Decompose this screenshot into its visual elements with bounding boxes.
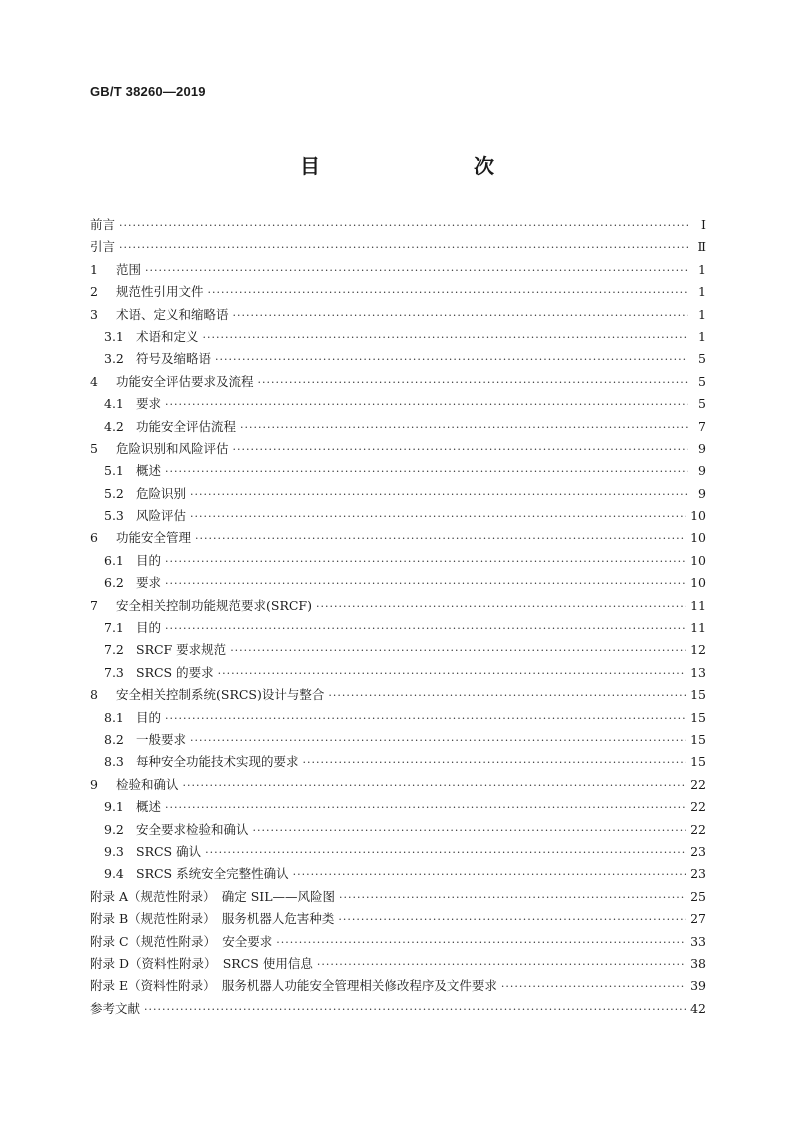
toc-dot-leader (338, 909, 686, 931)
toc-entry[interactable] (90, 931, 706, 953)
toc-entry-number: 5 (90, 440, 98, 456)
toc-entry-number: 6.1 (104, 552, 124, 568)
toc-entry-page: 10 (690, 552, 706, 568)
toc-entry-page: 11 (690, 620, 706, 636)
toc-entry-label: 风险评估 (136, 508, 187, 524)
toc-entry-label: 安全相关控制系统(SRCS)设计与整合 (116, 687, 325, 703)
toc-entry-number: 9.4 (104, 866, 124, 882)
toc-entry[interactable] (90, 729, 706, 751)
toc-entry[interactable] (90, 707, 706, 729)
toc-entry-number: 3.2 (104, 351, 124, 367)
toc-entry[interactable] (90, 348, 706, 370)
toc-entry[interactable] (90, 863, 706, 885)
toc-entry-label: 目的 (136, 620, 162, 636)
toc-entry-page: 9 (698, 440, 706, 456)
toc-entry[interactable] (90, 662, 706, 684)
toc-entry-page: 1 (698, 328, 706, 344)
page-title: 目 次 (300, 154, 532, 178)
toc-dot-leader (208, 282, 688, 304)
toc-entry-number: 9.1 (104, 799, 124, 815)
toc-entry-label: 参考文献 (90, 1000, 141, 1016)
toc-entry[interactable] (90, 326, 706, 348)
toc-entry[interactable] (90, 886, 706, 908)
toc-entry-page: 27 (690, 911, 706, 927)
toc-dot-leader (317, 954, 686, 976)
toc-entry-number: 7.2 (104, 642, 124, 658)
toc-entry-number: 5.1 (104, 463, 124, 479)
toc-dot-leader (165, 618, 686, 640)
toc-dot-leader (205, 842, 686, 864)
toc-dot-leader (190, 730, 686, 752)
toc-entry-page: 15 (690, 754, 706, 770)
toc-entry-label: 功能安全评估流程 (136, 418, 237, 434)
toc-entry-page: 9 (698, 485, 706, 501)
toc-dot-leader (165, 708, 686, 730)
toc-dot-leader (233, 305, 688, 327)
toc-entry-label: SRCS 的要求 (136, 664, 214, 680)
toc-entry-number: 3.1 (104, 328, 124, 344)
toc-entry[interactable] (90, 908, 706, 930)
toc-entry-label: SRCS 系统安全完整性确认 (136, 866, 289, 882)
toc-entry-number: 4 (90, 373, 98, 389)
toc-entry-label: 危险识别 (136, 485, 187, 501)
toc-entry-label: 要求 (136, 396, 162, 412)
toc-entry-page: 42 (690, 1000, 706, 1016)
toc-entry-number: 4.2 (104, 418, 124, 434)
toc-entry-label: 规范性引用文件 (116, 284, 204, 300)
toc-entry-label: 概述 (136, 799, 162, 815)
toc-entry-page: 38 (690, 955, 706, 971)
toc-entry[interactable] (90, 572, 706, 594)
toc-entry-page: 39 (690, 978, 706, 994)
toc-dot-leader (195, 528, 686, 550)
toc-dot-leader (165, 573, 686, 595)
document-code: GB/T 38260—2019 (90, 84, 206, 99)
toc-entry-label: 概述 (136, 463, 162, 479)
toc-entry-label: 目的 (136, 709, 162, 725)
toc-entry-page: 23 (690, 866, 706, 882)
toc-entry-number: 8 (90, 687, 98, 703)
toc-entry[interactable] (90, 259, 706, 281)
toc-entry-page: 1 (698, 261, 706, 277)
toc-entry-page: 33 (690, 933, 706, 949)
toc-entry[interactable] (90, 438, 706, 460)
toc-entry-page: 9 (698, 463, 706, 479)
toc-dot-leader (165, 394, 688, 416)
toc-entry[interactable] (90, 774, 706, 796)
toc-entry-page: 22 (690, 821, 706, 837)
toc-entry-page: 23 (690, 843, 706, 859)
toc-entry-number: 5.3 (104, 508, 124, 524)
toc-entry-label: 引言 (90, 239, 116, 255)
toc-entry-label: 目的 (136, 552, 162, 568)
toc-dot-leader (303, 752, 687, 774)
toc-dot-leader (165, 551, 686, 573)
toc-entry-label: 每种安全功能技术实现的要求 (136, 754, 299, 770)
toc-entry-number: 7.3 (104, 664, 124, 680)
toc-entry-label: 检验和确认 (116, 776, 179, 792)
toc-entry-page: 1 (698, 306, 706, 322)
toc-entry[interactable] (90, 796, 706, 818)
toc-entry[interactable] (90, 304, 706, 326)
toc-entry-label: 附录 C（规范性附录） 安全要求 (90, 933, 273, 949)
toc-dot-leader (119, 215, 688, 237)
toc-entry-label: 附录 B（规范性附录） 服务机器人危害种类 (90, 911, 335, 927)
toc-dot-leader (165, 797, 686, 819)
toc-entry[interactable] (90, 371, 706, 393)
toc-entry-page: 12 (690, 642, 706, 658)
toc-dot-leader (233, 439, 688, 461)
toc-entry-number: 4.1 (104, 396, 124, 412)
toc-entry-number: 9.2 (104, 821, 124, 837)
toc-entry-page: 5 (698, 396, 706, 412)
toc-entry[interactable] (90, 505, 706, 527)
toc-entry-number: 6 (90, 530, 98, 546)
toc-entry-label: 要求 (136, 575, 162, 591)
toc-dot-leader (339, 887, 686, 909)
toc-entry[interactable] (90, 214, 706, 236)
toc-entry-page: Ⅰ (701, 217, 706, 232)
toc-entry-page: 22 (690, 799, 706, 815)
toc-entry[interactable] (90, 483, 706, 505)
toc-entry-number: 8.3 (104, 754, 124, 770)
toc-dot-leader (165, 461, 688, 483)
toc-entry-label: SRCS 确认 (136, 843, 202, 859)
toc-dot-leader (253, 820, 687, 842)
toc-entry-page: 1 (698, 284, 706, 300)
toc-entry-label: 安全相关控制功能规范要求(SRCF) (116, 597, 312, 613)
toc-entry-label: 功能安全管理 (116, 530, 192, 546)
toc-entry-label: 附录 D（资料性附录） SRCS 使用信息 (90, 955, 313, 971)
toc-entry[interactable] (90, 639, 706, 661)
toc-dot-leader (183, 775, 687, 797)
toc-dot-leader (316, 596, 686, 618)
toc-entry-number: 3 (90, 306, 98, 322)
toc-dot-leader (215, 349, 688, 371)
toc-entry[interactable] (90, 751, 706, 773)
toc-entry-page: 10 (690, 508, 706, 524)
toc-entry[interactable] (90, 975, 706, 997)
toc-entry[interactable] (90, 953, 706, 975)
toc-entry-page: 13 (690, 664, 706, 680)
toc-entry-label: 附录 E（资料性附录） 服务机器人功能安全管理相关修改程序及文件要求 (90, 978, 497, 994)
toc-dot-leader (203, 327, 688, 349)
toc-entry-page: 10 (690, 575, 706, 591)
toc-entry-number: 9 (90, 776, 98, 792)
toc-entry-number: 7.1 (104, 620, 124, 636)
toc-entry-page: 15 (690, 687, 706, 703)
toc-entry-page: Ⅱ (697, 239, 706, 255)
toc-entry-label: SRCF 要求规范 (136, 642, 227, 658)
toc-entry-number: 2 (90, 284, 98, 300)
toc-entry[interactable] (90, 393, 706, 415)
toc-dot-leader (328, 685, 686, 707)
toc-entry-label: 术语和定义 (136, 328, 199, 344)
toc-dot-leader (218, 663, 687, 685)
toc-dot-leader (293, 864, 687, 886)
toc-dot-leader (258, 372, 688, 394)
toc-entry-number: 8.2 (104, 731, 124, 747)
toc-entry-number: 6.2 (104, 575, 124, 591)
toc-dot-leader (230, 640, 686, 662)
toc-entry[interactable] (90, 684, 706, 706)
toc-dot-leader (144, 999, 686, 1021)
toc-entry-page: 15 (690, 731, 706, 747)
toc-dot-leader (501, 976, 686, 998)
toc-dot-leader (190, 484, 688, 506)
toc-entry-number: 5.2 (104, 485, 124, 501)
toc-entry[interactable] (90, 819, 706, 841)
toc-entry[interactable] (90, 841, 706, 863)
toc-entry-label: 功能安全评估要求及流程 (116, 373, 254, 389)
toc-dot-leader (190, 506, 686, 528)
toc-entry-page: 7 (698, 418, 706, 434)
toc-entry-number: 8.1 (104, 709, 124, 725)
toc-entry[interactable] (90, 998, 706, 1020)
toc-entry-label: 前言 (90, 217, 116, 232)
toc-entry[interactable] (90, 460, 706, 482)
toc-entry-page: 5 (698, 351, 706, 367)
toc-entry[interactable] (90, 281, 706, 303)
toc-entry-page: 22 (690, 776, 706, 792)
toc-entry-label: 符号及缩略语 (136, 351, 212, 367)
toc-dot-leader (240, 417, 688, 439)
toc-entry-label: 范围 (116, 261, 142, 277)
toc-entry-page: 25 (690, 888, 706, 904)
toc-entry-number: 9.3 (104, 843, 124, 859)
toc-dot-leader (119, 237, 688, 259)
toc-entry[interactable] (90, 595, 706, 617)
toc-dot-leader (145, 260, 688, 282)
table-of-contents (90, 214, 706, 1020)
toc-entry[interactable] (90, 550, 706, 572)
toc-entry[interactable] (90, 236, 706, 258)
toc-entry-number: 1 (90, 261, 98, 277)
toc-entry-page: 11 (690, 597, 706, 613)
toc-entry-label: 术语、定义和缩略语 (116, 306, 229, 322)
toc-entry-label: 安全要求检验和确认 (136, 821, 249, 837)
toc-entry-number: 7 (90, 597, 98, 613)
toc-entry-page: 5 (698, 373, 706, 389)
toc-entry[interactable] (90, 416, 706, 438)
toc-entry-label: 附录 A（规范性附录） 确定 SIL——风险图 (90, 888, 336, 904)
toc-dot-leader (276, 932, 686, 954)
toc-entry-label: 危险识别和风险评估 (116, 440, 229, 456)
toc-entry[interactable] (90, 617, 706, 639)
toc-entry-label: 一般要求 (136, 731, 187, 747)
toc-entry-page: 15 (690, 709, 706, 725)
toc-entry-page: 10 (690, 530, 706, 546)
toc-entry[interactable] (90, 527, 706, 549)
